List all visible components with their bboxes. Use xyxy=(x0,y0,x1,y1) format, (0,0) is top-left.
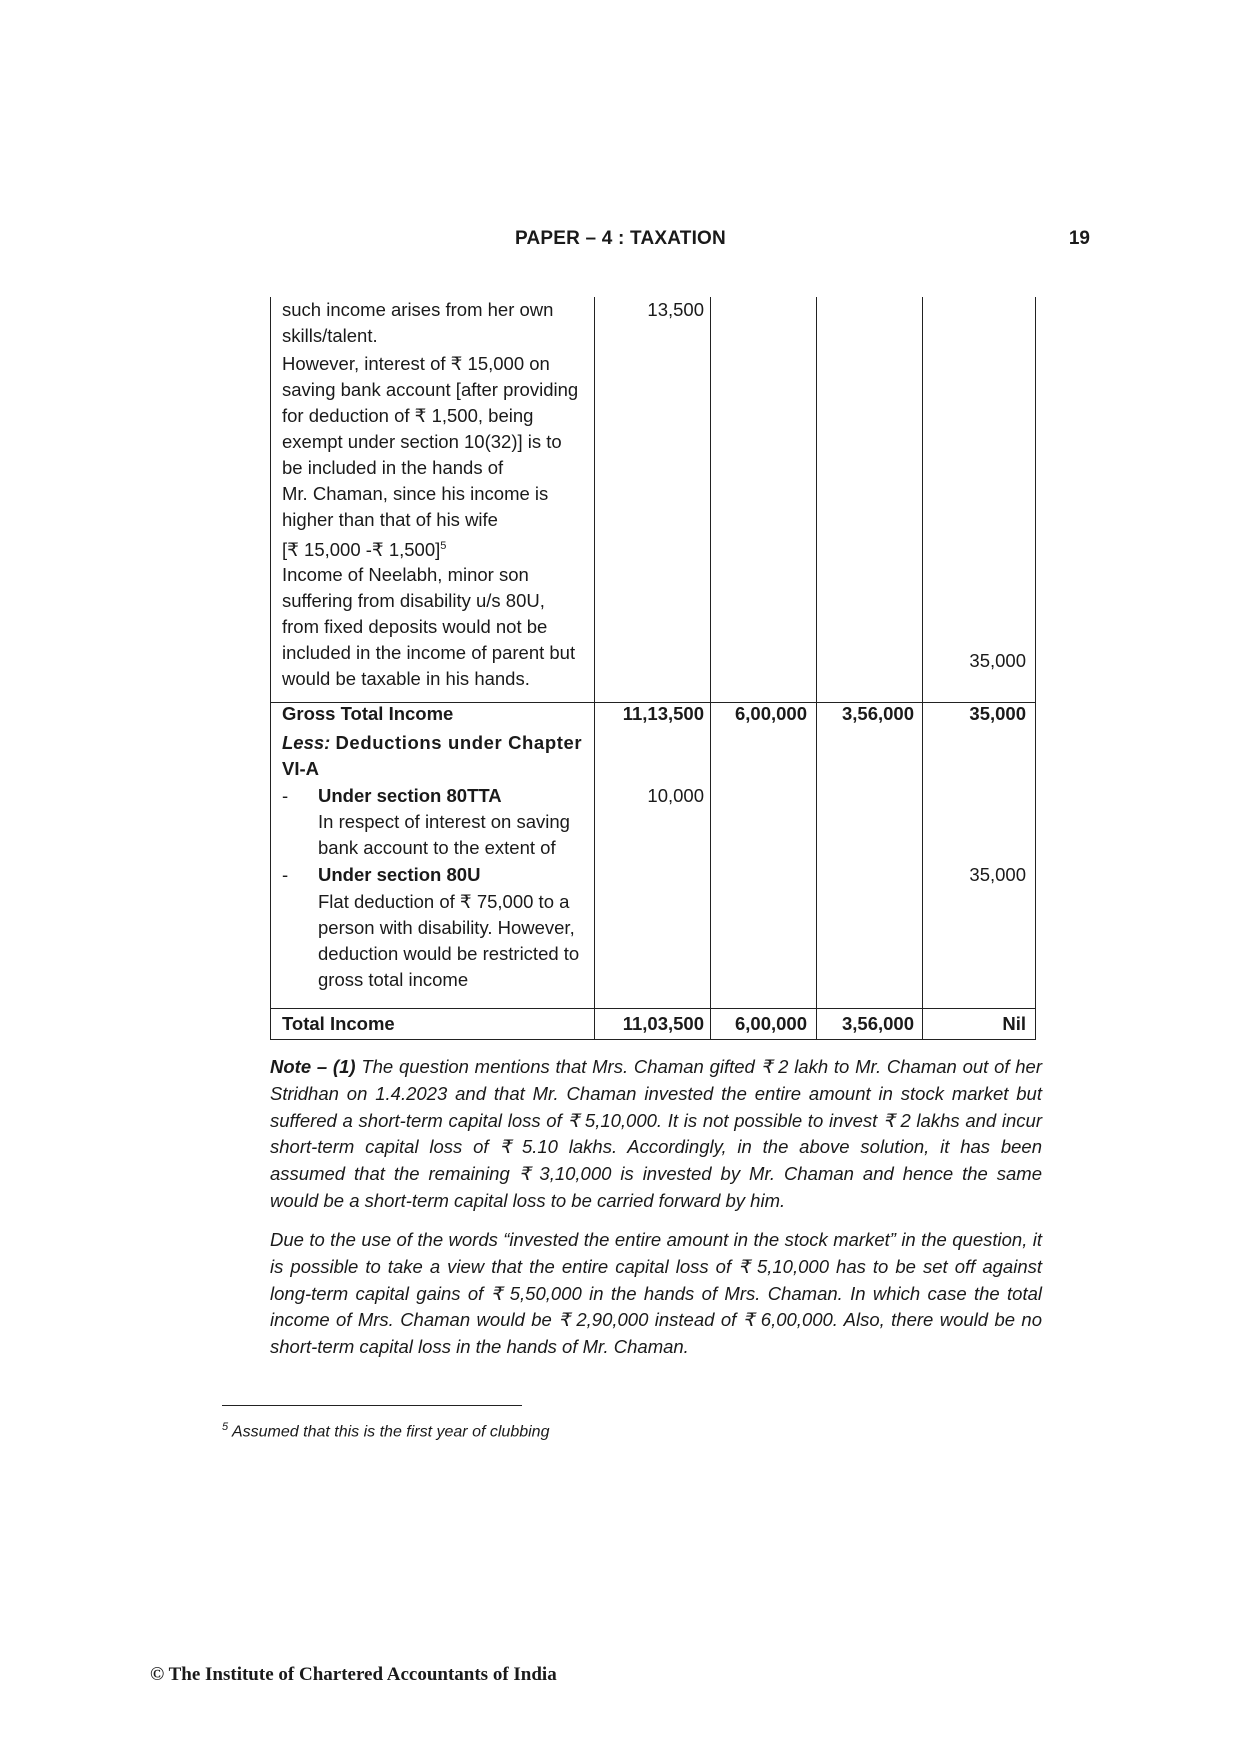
table-text-line: exempt under section 10(32)] is to xyxy=(282,431,562,452)
table-cell-value: 11,13,500 xyxy=(622,703,704,724)
table-text-line: suffering from disability u/s 80U, xyxy=(282,590,545,611)
table-border-left xyxy=(270,297,271,1040)
table-cell-value: 10,000 xyxy=(647,785,704,806)
table-text-line: [₹ 15,000 -₹ 1,500]$^5$ xyxy=(282,539,447,561)
list-dash: - xyxy=(282,785,289,806)
section-80tta-title: Under section 80TTA xyxy=(318,785,502,806)
table-col-divider xyxy=(710,297,711,1040)
table-text-line: gross total income xyxy=(318,969,469,990)
table-text-line: Income of Neelabh, minor son xyxy=(282,564,529,585)
table-text-line: Mr. Chaman, since his income is xyxy=(282,483,549,504)
table-cell-value: 6,00,000 xyxy=(734,703,807,724)
table-text-line: In respect of interest on saving xyxy=(318,811,570,832)
table-border-right xyxy=(1035,297,1036,1040)
page-header-title: PAPER – 4 : TAXATION xyxy=(515,228,726,249)
table-cell-value: 35,000 xyxy=(969,703,1026,724)
gross-total-income-label: Gross Total Income xyxy=(282,703,454,724)
income-computation-table xyxy=(270,297,1036,1040)
note-paragraph-2: Due to the use of the words “invested the entire amount in the stock market” in the question, it is possible to take a view that the entire capital loss of ₹ 5,10,000 has to be set off against long-term capital gains of ₹ 5,50,000 in the hands of Mrs. Chaman. In which case the total income of Mrs. Chaman would be ₹ 2,90,000 instead of ₹ 6,00,000. Also, there would be no short-term capital loss in the hands of Mr. Chaman. xyxy=(270,1229,1042,1358)
section-80u-title: Under section 80U xyxy=(318,864,481,885)
table-cell-value: 3,56,000 xyxy=(841,1013,914,1034)
note-label: Note – (1) xyxy=(270,1056,356,1077)
footnote-rule xyxy=(222,1405,522,1406)
list-dash: - xyxy=(282,864,289,885)
table-col-divider xyxy=(816,297,817,1040)
table-text-line: higher than that of his wife xyxy=(282,509,498,530)
table-cell-value: 13,500 xyxy=(647,299,704,320)
table-text-line: from fixed deposits would not be xyxy=(282,616,548,637)
table-text-line: bank account to the extent of xyxy=(318,837,556,858)
deductions-heading-line2: VI-A xyxy=(282,758,319,779)
total-income-label: Total Income xyxy=(282,1013,395,1034)
table-border-bottom xyxy=(270,1039,1036,1040)
deductions-heading: Less: Deductions under Chapter xyxy=(282,732,583,753)
table-text-line: However, interest of ₹ 15,000 on xyxy=(282,353,550,374)
table-cell-value: 35,000 xyxy=(969,864,1026,885)
table-text-line: saving bank account [after providing xyxy=(282,379,579,400)
table-cell-value: Nil xyxy=(1002,1013,1026,1034)
page-number: 19 xyxy=(1068,228,1090,249)
table-text-line: would be taxable in his hands. xyxy=(282,668,530,689)
table-text-line: included in the income of parent but xyxy=(282,642,576,663)
table-text-line: Flat deduction of ₹ 75,000 to a xyxy=(318,891,570,912)
table-text-line: such income arises from her own xyxy=(282,299,554,320)
table-cell-value: 35,000 xyxy=(969,650,1026,671)
table-text-line: be included in the hands of xyxy=(282,457,504,478)
table-text-line: deduction would be restricted to xyxy=(318,943,580,964)
table-cell-value: 3,56,000 xyxy=(841,703,914,724)
footnote-ref: 5 xyxy=(440,540,447,552)
footnote: $^5$ Assumed that this is the first year of clubbing xyxy=(222,1421,550,1441)
table-text-line: skills/talent. xyxy=(282,325,378,346)
note-paragraph-1: Note – (1) The question mentions that Mrs. Chaman gifted ₹ 2 lakh to Mr. Chaman out of her Stridhan on 1.4.2023 and that Mr. Chaman invested the entire amount in stock market but suffered a short-term capital loss of ₹ 5,10,000. It is not possible to invest ₹ 2 lakhs and incur short-term capital loss of ₹ 5.10 lakhs. Accordingly, in the above solution, it has been assumed that the remaining ₹ 3,10,000 is invested by Mr. Chaman and hence the same would be a short-term capital loss to be carried forward by him. xyxy=(270,1056,1043,1211)
table-cell-value: 6,00,000 xyxy=(734,1013,807,1034)
footer-copyright: © The Institute of Chartered Accountants of India xyxy=(150,1664,557,1685)
table-cell-value: 11,03,500 xyxy=(622,1013,704,1034)
table-text-line: for deduction of ₹ 1,500, being xyxy=(282,405,534,426)
row-divider xyxy=(270,1008,1036,1009)
table-text-line: person with disability. However, xyxy=(318,917,575,938)
